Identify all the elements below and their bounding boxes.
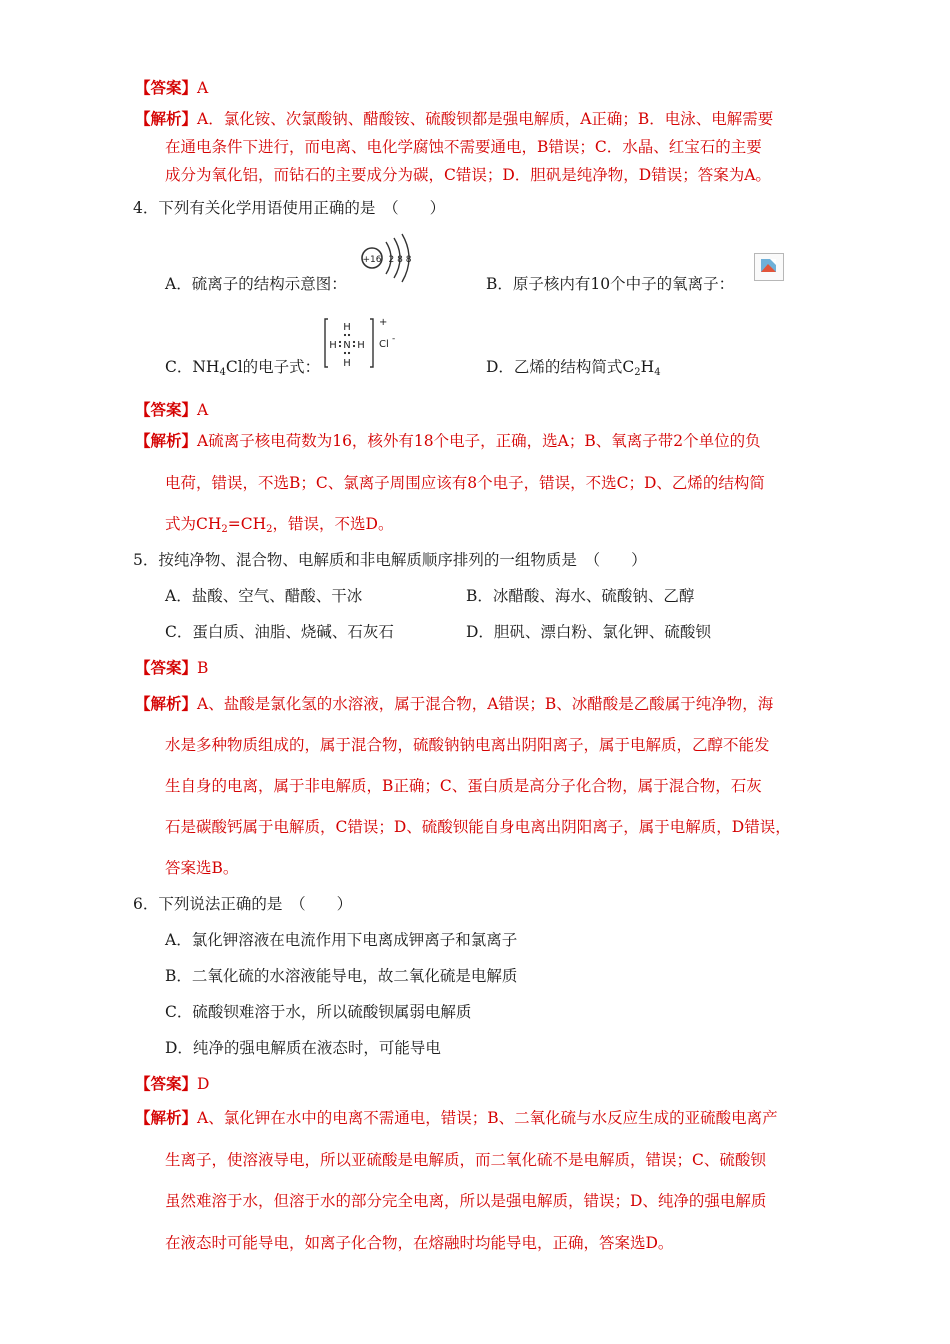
q4-option-c: [165, 357, 320, 383]
q6-option-b: B．二氧化硫的水溶液能导电，故二氧化硫是电解质: [165, 967, 518, 985]
q6-answer-line: [135, 1074, 209, 1094]
hydrogen-bottom: H: [343, 358, 351, 369]
q4-option-c-pre: C．NH: [165, 358, 220, 376]
q4-analysis3-sub1: 2: [221, 524, 228, 535]
q5-analysis-line-4: 石是碳酸钙属于电解质，C错误；D、硫酸钡能自身电离出阴阳离子，属于电解质，D错误，: [165, 818, 791, 836]
broken-image-icon: [754, 253, 784, 281]
q4-option-a: A．硫离子的结构示意图：: [165, 275, 347, 293]
q6-analysis-text: A、氯化钾在水中的电离不需通电，错误；B、二氧化硫与水反应生成的亚硫酸电离产: [197, 1109, 778, 1127]
q4-analysis-line-3: [165, 514, 393, 540]
ammonium-chloride-lewis-structure: [322, 315, 402, 371]
q3-analysis-text: A．氯化铵、次氯酸钠、醋酸铵、硫酸钡都是强电解质，A正确；B．电泳、电解需要: [197, 110, 774, 128]
q4-option-c-sub: 4: [219, 367, 226, 378]
charge-minus: -: [392, 334, 396, 344]
analysis-tag: 【解析】: [135, 431, 198, 450]
q3-answer: A: [197, 79, 209, 97]
q5-stem: 5．按纯净物、混合物、电解质和非电解质顺序排列的一组物质是 （ ）: [133, 551, 647, 569]
q3-analysis-line-2: 在通电条件下进行，而电离、电化学腐蚀不需要通电，B错误；C．水晶、红宝石的主要: [165, 138, 762, 156]
q6-answer: D: [197, 1075, 210, 1093]
answer-tag: 【答案】: [135, 1074, 198, 1093]
q4-option-d: [486, 357, 661, 383]
analysis-tag: 【解析】: [135, 1108, 198, 1127]
q4-stem: 4．下列有关化学用语使用正确的是 （ ）: [133, 199, 446, 217]
answer-tag: 【答案】: [135, 78, 198, 97]
q5-analysis-text: A、盐酸是氯化氢的水溶液，属于混合物，A错误；B、冰醋酸是乙酸属于纯净物，海: [197, 695, 774, 713]
hydrogen-top: H: [343, 322, 351, 333]
q3-analysis-line-3: 成分为氧化铝，而钻石的主要成分为碳，C错误；D．胆矾是纯净物，D错误；答案为A。: [165, 166, 771, 184]
q5-analysis-line-2: 水是多种物质组成的，属于混合物，硫酸钠钠电离出阴阳离子，属于电解质，乙醇不能发: [165, 736, 770, 754]
q4-answer: A: [197, 401, 209, 419]
q6-analysis-line-1: [135, 1108, 778, 1128]
q5-option-a: A．盐酸、空气、醋酸、干冰: [165, 587, 363, 605]
q5-analysis-line-3: 生自身的电离，属于非电解质，B正确；C、蛋白质是高分子化合物，属于混合物，石灰: [165, 777, 762, 795]
q4-answer-line: [135, 400, 208, 420]
q4-analysis3-sub2: 2: [266, 524, 273, 535]
right-bracket: [370, 319, 373, 367]
q4-option-b: B．原子核内有10个中子的氧离子：: [486, 275, 735, 293]
q4-analysis3-post: ，错误，不选D。: [272, 515, 394, 533]
q5-analysis-line-1: [135, 694, 773, 714]
sulfur-ion-structure-diagram: [356, 228, 420, 290]
q5-answer-line: [135, 658, 208, 678]
q5-option-b: B．冰醋酸、海水、硫酸钠、乙醇: [466, 587, 695, 605]
q4-analysis-text: A硫离子核电荷数为16，核外有18个电子，正确，选A；B、氧离子带2个单位的负: [197, 432, 761, 450]
hydrogen-right: H: [357, 340, 365, 351]
q4-option-d-sub1: 2: [634, 367, 641, 378]
q4-analysis3-mid: =CH: [227, 515, 267, 533]
q4-analysis-line-2: 电荷，错误，不选B；C、氯离子周围应该有8个电子，错误，不选C；D、乙烯的结构简: [165, 474, 765, 492]
q5-analysis-line-5: 答案选B。: [165, 859, 239, 877]
answer-tag: 【答案】: [135, 658, 198, 677]
left-bracket: [325, 319, 328, 367]
q4-analysis-line-1: [135, 431, 761, 451]
q3-answer-line: [135, 78, 208, 98]
q6-analysis-line-2: 生离子，使溶液导电，所以亚硫酸是电解质，而二氧化硫不是电解质，错误；C、硫酸钡: [165, 1151, 766, 1169]
nitrogen-center: N: [343, 340, 351, 351]
charge-plus: +: [379, 317, 388, 328]
q3-analysis-line-1: [135, 109, 773, 129]
shell-electron-counts: 2 8 8: [388, 255, 412, 265]
q4-option-c-post: Cl的电子式：: [225, 358, 321, 376]
q6-option-a: A．氯化钾溶液在电流作用下电离成钾离子和氯离子: [165, 931, 518, 949]
q5-option-d: D．胆矾、漂白粉、氯化钾、硫酸钡: [466, 623, 711, 641]
q5-option-c: C．蛋白质、油脂、烧碱、石灰石: [165, 623, 394, 641]
analysis-tag: 【解析】: [135, 694, 198, 713]
q4-option-d-pre: D．乙烯的结构简式C: [486, 358, 635, 376]
q4-analysis3-pre: 式为CH: [165, 515, 222, 533]
nucleus-charge: +16: [362, 255, 382, 265]
chloride-ion: Cl: [379, 339, 389, 350]
answer-tag: 【答案】: [135, 400, 198, 419]
q6-option-d: D．纯净的强电解质在液态时，可能导电: [165, 1039, 441, 1057]
q6-analysis-line-3: 虽然难溶于水，但溶于水的部分完全电离，所以是强电解质，错误；D、纯净的强电解质: [165, 1192, 767, 1210]
analysis-tag: 【解析】: [135, 109, 198, 128]
q4-option-d-sub2: 4: [654, 367, 661, 378]
q6-analysis-line-4: 在液态时可能导电，如离子化合物，在熔融时均能导电，正确，答案选D。: [165, 1234, 674, 1252]
q6-stem: 6．下列说法正确的是 （ ）: [133, 895, 353, 913]
q4-option-d-mid: H: [640, 358, 655, 376]
q6-option-c: C．硫酸钡难溶于水，所以硫酸钡属弱电解质: [165, 1003, 472, 1021]
hydrogen-left: H: [329, 340, 337, 351]
q5-answer: B: [197, 659, 209, 677]
